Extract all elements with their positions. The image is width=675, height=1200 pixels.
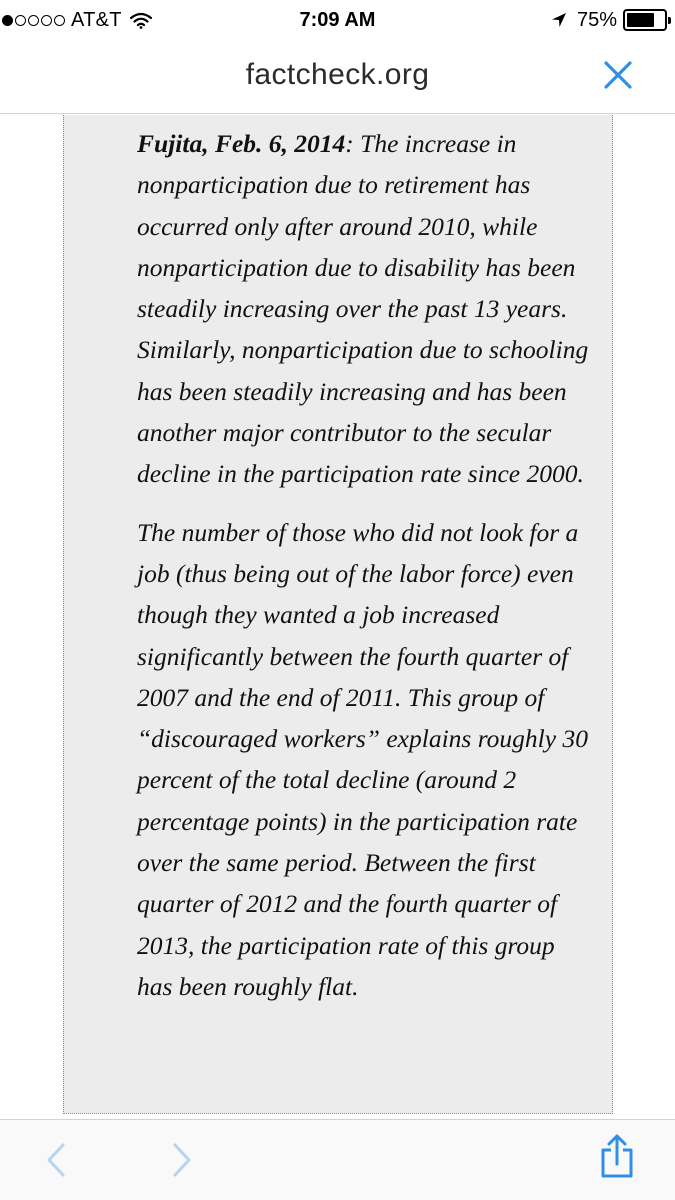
status-right bbox=[551, 6, 667, 34]
page-content bbox=[0, 115, 675, 1118]
quote-attribution: Fujita, Feb. 6, 2014 bbox=[137, 129, 346, 158]
share-button[interactable] bbox=[597, 1136, 637, 1176]
status-bar bbox=[0, 0, 675, 40]
browser-header bbox=[0, 40, 675, 114]
bottom-toolbar bbox=[0, 1119, 675, 1200]
quote-paragraph-2: The number of those who did not look for a job (thus being out of the labor force) even though they wanted a job increased significantly between the fourth quarter of 2007 and the end of 2011. This group of “discouraged workers” explains roughly 30 percent of the total decline (around 2 percentage points) in the participation rate over the same period. Between the first quarter of 2012 and the fourth quarter of 2013, the participation rate of this group has been roughly flat. bbox=[137, 517, 588, 1001]
quote-paragraph-1-text: : The increase in nonparticipation due to retirement has occurred only after around 2010, while nonparticipation due to disability has been steadily increasing over the past 13 years. Similarly, nonparticipation due to schooling has been steadily increasing and has been another major contributor to the secular decline in the participation rate since 2000. bbox=[137, 129, 589, 489]
quote-paragraph-1 bbox=[137, 123, 592, 495]
battery-level-fill bbox=[627, 13, 654, 27]
blockquote bbox=[63, 115, 613, 1114]
chevron-right-icon bbox=[171, 1142, 193, 1178]
status-time: 7:09 AM bbox=[299, 9, 376, 31]
location-arrow-icon bbox=[551, 12, 567, 28]
site-domain: factcheck.org bbox=[245, 58, 430, 91]
battery-percentage: 75% bbox=[576, 8, 617, 31]
carrier-name: AT&T bbox=[71, 8, 122, 31]
chevron-left-icon bbox=[45, 1142, 67, 1178]
back-button[interactable] bbox=[36, 1140, 76, 1180]
close-button[interactable] bbox=[601, 58, 635, 92]
forward-button[interactable] bbox=[162, 1140, 202, 1180]
close-icon bbox=[603, 60, 633, 90]
battery-icon bbox=[623, 9, 667, 31]
share-icon bbox=[597, 1133, 637, 1179]
